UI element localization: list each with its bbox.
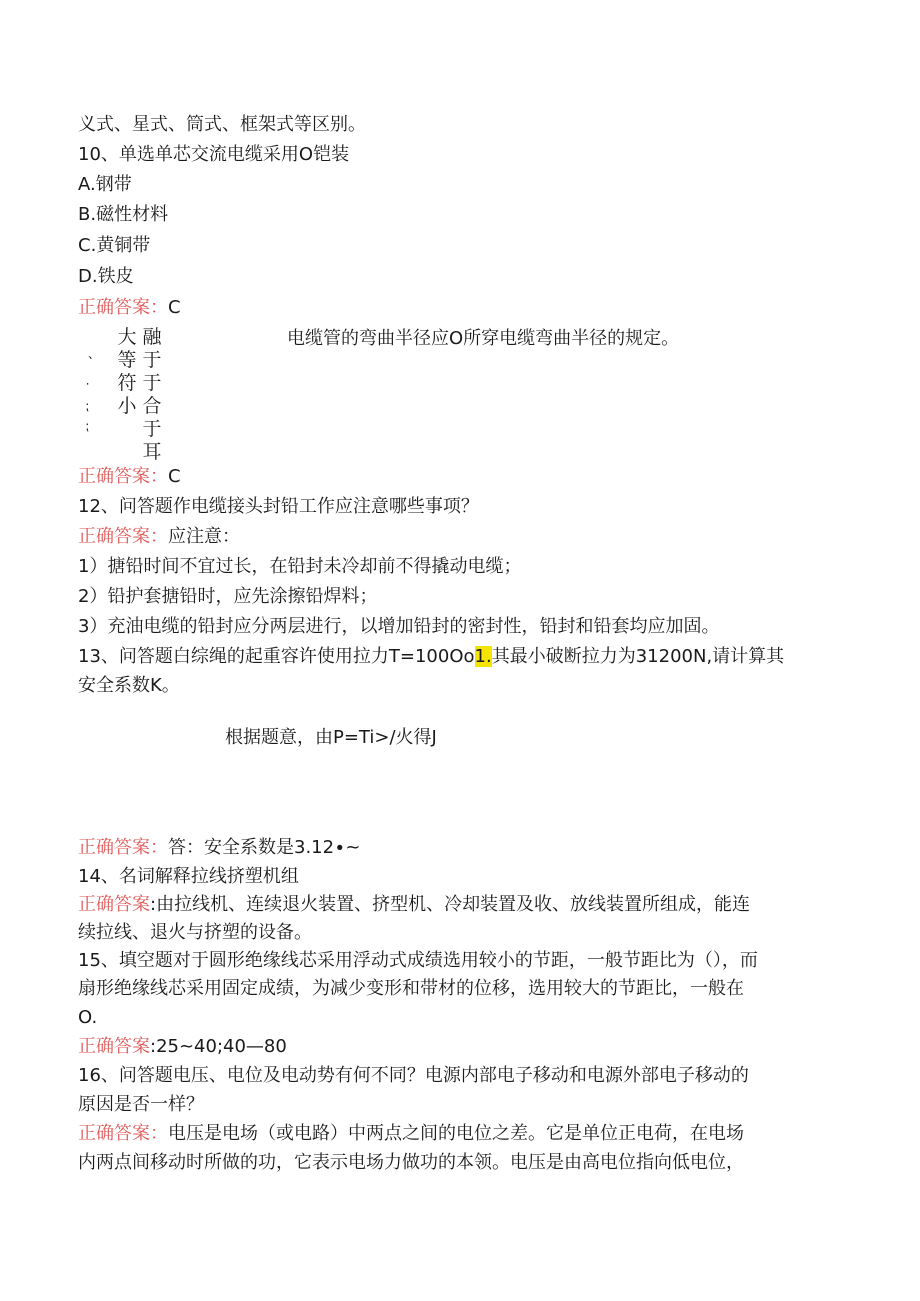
question-13-cont: 安全系数K。 (78, 675, 180, 696)
answer-label: 正确答案： (78, 1123, 168, 1144)
answer-value: 应注意： (168, 526, 240, 547)
vertical-char: 耳 (142, 441, 162, 463)
answer-label: 正确答案： (78, 526, 168, 547)
option-b: B.磁性材料 (78, 204, 169, 225)
highlighted-text: 1. (474, 646, 492, 667)
vertical-char: 融 (142, 326, 162, 348)
vertical-char: 于 (142, 349, 162, 371)
option-a: A.钢带 (78, 174, 132, 195)
answer-10 (78, 295, 181, 321)
vertical-char: 符 (117, 372, 137, 394)
vertical-mark: ⸱ (86, 377, 90, 391)
answer-15 (78, 1034, 287, 1060)
answer-value: :由拉线机、连续退火装置、挤型机、冷却装置及收、放线装置所组成，能连 (150, 894, 751, 915)
question-12: 12、问答题作电缆接头封铅工作应注意哪些事项？ (78, 496, 479, 517)
answer-value: :25~40;40—80 (150, 1036, 287, 1057)
answer-label: 正确答案： (78, 297, 168, 318)
option-c: C.黄铜带 (78, 235, 151, 256)
vertical-column-1 (116, 326, 138, 418)
vertical-char: 等 (117, 349, 137, 371)
question-13-working: 根据题意，由P=Ti>/火得J (225, 727, 437, 748)
answer-value: C (168, 297, 181, 318)
vertical-mark: 、 (88, 347, 101, 361)
answer-label: 正确答案： (78, 466, 168, 487)
answer-label: 正确答案 (78, 894, 150, 915)
vertical-column-2 (141, 326, 163, 464)
question-15-cont: O. (78, 1007, 98, 1028)
question-11-text: 电缆管的弯曲半径应O所穿电缆弯曲半径的规定。 (287, 328, 680, 349)
answer-12-item-1: 1）搪铅时间不宜过长，在铅封未冷却前不得撬动电缆； (78, 556, 522, 577)
option-d: D.铁皮 (78, 266, 134, 287)
vertical-mark: ⁏ (85, 399, 90, 413)
question-15: 15、填空题对于圆形绝缘线芯采用浮动式成绩选用较小的节距，一般节距比为（），而 (78, 950, 758, 971)
vertical-mark: ⁏ (85, 419, 90, 433)
answer-value: 答：安全系数是3.12∙~ (168, 837, 361, 858)
vertical-char: 于 (142, 372, 162, 394)
vertical-char: 大 (117, 326, 137, 348)
answer-label: 正确答案 (78, 1036, 150, 1057)
question-13-part: 其最小破断拉力为31200N,请计算其 (491, 646, 785, 667)
vertical-char: 合 (142, 395, 162, 417)
vertical-char: 于 (142, 418, 162, 440)
question-16: 16、问答题电压、电位及电动势有何不同？电源内部电子移动和电源外部电子移动的 (78, 1065, 749, 1086)
question-14: 14、名词解释拉线挤塑机组 (78, 866, 299, 887)
answer-11 (78, 464, 181, 490)
answer-13 (78, 835, 360, 861)
answer-12 (78, 524, 240, 550)
vertical-char: 小 (117, 395, 137, 417)
answer-12-item-2: 2）铅护套搪铅时，应先涂擦铅焊料； (78, 586, 378, 607)
answer-14-cont: 续拉线、退火与挤塑的设备。 (78, 922, 312, 943)
question-16-cont: 原因是否一样？ (78, 1094, 204, 1115)
answer-value: C (168, 466, 181, 487)
answer-14 (78, 892, 750, 918)
question-13-part: 13、问答题白综绳的起重容许使用拉力T=100Oo (78, 646, 475, 667)
answer-16 (78, 1121, 744, 1147)
answer-label: 正确答案： (78, 837, 168, 858)
question-10: 10、单选单芯交流电缆采用O铠装 (78, 144, 350, 165)
answer-16-cont: 内两点间移动时所做的功，它表示电场力做功的本领。电压是由高电位指向低电位， (78, 1152, 744, 1173)
question-13 (78, 644, 784, 670)
answer-value: 电压是电场（或电路）中两点之间的电位之差。它是单位正电荷，在电场 (168, 1123, 744, 1144)
text-line: 义式、星式、筒式、框架式等区别。 (78, 114, 366, 135)
question-15-cont: 扇形绝缘线芯采用固定成绩，为减少变形和带材的位移，选用较大的节距比，一般在 (78, 978, 744, 999)
answer-12-item-3: 3）充油电缆的铅封应分两层进行，以增加铅封的密封性，铅封和铅套均应加固。 (78, 616, 720, 637)
